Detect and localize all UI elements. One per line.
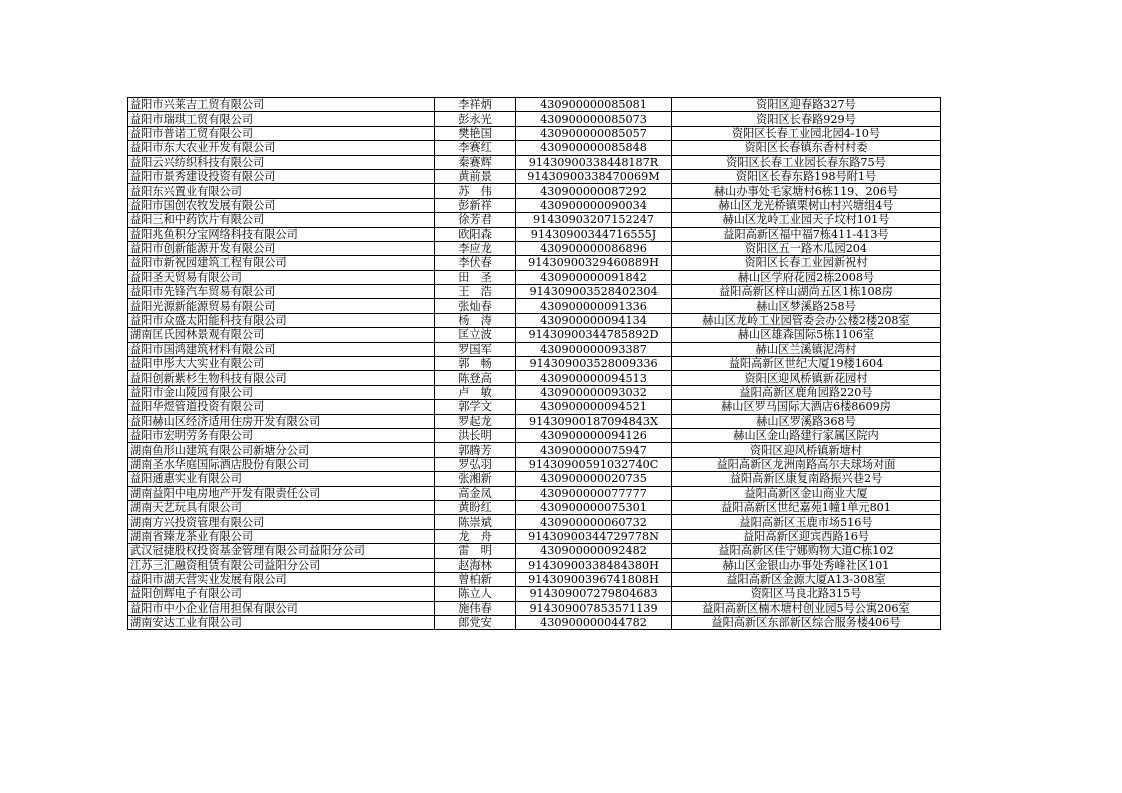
table-row bbox=[128, 500, 941, 514]
company-name-cell: 益阳通惠实业有限公司 bbox=[128, 472, 435, 486]
address-cell: 资阳区长春工业园长春东路75号 bbox=[672, 155, 941, 169]
registration-number-cell: 91430900338470069M bbox=[516, 169, 672, 183]
address-cell: 益阳高新区玉鹿市场516号 bbox=[672, 515, 941, 529]
address-cell: 赫山区兰溪镇泥湾村 bbox=[672, 342, 941, 356]
legal-rep-cell: 洪长明 bbox=[435, 428, 516, 442]
registration-number-cell: 430900000094521 bbox=[516, 400, 672, 414]
registration-number-cell: 91430900338448187R bbox=[516, 155, 672, 169]
company-name-cell: 益阳三和中药饮片有限公司 bbox=[128, 213, 435, 227]
table-row bbox=[128, 112, 941, 126]
company-name-cell: 湖南鱼形山建筑有限公司新塘分公司 bbox=[128, 443, 435, 457]
address-cell: 益阳高新区楠木塘村创业园5号公寓206室 bbox=[672, 601, 941, 615]
table-row bbox=[128, 544, 941, 558]
legal-rep-cell: 欧阳森 bbox=[435, 227, 516, 241]
address-cell: 赫山区金山路建行家属区院内 bbox=[672, 428, 941, 442]
address-cell: 益阳高新区东部新区综合服务楼406号 bbox=[672, 616, 941, 630]
table-row bbox=[128, 443, 941, 457]
company-name-cell: 湖南益阳中电房地产开发有限责任公司 bbox=[128, 486, 435, 500]
table-row bbox=[128, 270, 941, 284]
table-row bbox=[128, 198, 941, 212]
legal-rep-cell: 樊艳国 bbox=[435, 126, 516, 140]
company-name-cell: 益阳市湖天营实业发展有限公司 bbox=[128, 572, 435, 586]
company-name-cell: 益阳市宏明劳务有限公司 bbox=[128, 428, 435, 442]
registration-number-cell: 430900000094126 bbox=[516, 428, 672, 442]
registration-number-cell: 91430900338484380H bbox=[516, 558, 672, 572]
table-row bbox=[128, 155, 941, 169]
legal-rep-cell: 匡立波 bbox=[435, 328, 516, 342]
registration-number-cell: 430900000093032 bbox=[516, 385, 672, 399]
legal-rep-cell: 李伏春 bbox=[435, 256, 516, 270]
company-name-cell: 益阳申彤大大实业有限公司 bbox=[128, 357, 435, 371]
company-name-cell: 益阳市国鸿建筑材料有限公司 bbox=[128, 342, 435, 356]
address-cell: 赫山区梦溪路258号 bbox=[672, 299, 941, 313]
table-row bbox=[128, 342, 941, 356]
legal-rep-cell: 赵海林 bbox=[435, 558, 516, 572]
registration-number-cell: 430900000075947 bbox=[516, 443, 672, 457]
address-cell: 赫山区雄森国际5栋1106室 bbox=[672, 328, 941, 342]
company-name-cell: 益阳赫山区经济适用住房开发有限公司 bbox=[128, 414, 435, 428]
table-row bbox=[128, 515, 941, 529]
company-name-cell: 益阳圣天贸易有限公司 bbox=[128, 270, 435, 284]
table-row bbox=[128, 241, 941, 255]
legal-rep-cell: 李赛红 bbox=[435, 141, 516, 155]
table-row bbox=[128, 328, 941, 342]
legal-rep-cell: 郭腾芳 bbox=[435, 443, 516, 457]
address-cell: 益阳高新区世纪大厦19楼1604 bbox=[672, 357, 941, 371]
registration-number-cell: 91430900344729778N bbox=[516, 529, 672, 543]
registry-table-body bbox=[128, 98, 941, 630]
table-row bbox=[128, 385, 941, 399]
table-row bbox=[128, 457, 941, 471]
address-cell: 资阳区五一路木瓜园204 bbox=[672, 241, 941, 255]
legal-rep-cell: 陈立人 bbox=[435, 587, 516, 601]
table-row bbox=[128, 400, 941, 414]
registration-number-cell: 430900000091842 bbox=[516, 270, 672, 284]
registration-number-cell: 430900000092482 bbox=[516, 544, 672, 558]
registration-number-cell: 91430900591032740C bbox=[516, 457, 672, 471]
table-row bbox=[128, 213, 941, 227]
address-cell: 资阳区长春镇东香村村委 bbox=[672, 141, 941, 155]
registration-number-cell: 91430900344716555J bbox=[516, 227, 672, 241]
address-cell: 资阳区长春工业园北园4-10号 bbox=[672, 126, 941, 140]
address-cell: 益阳高新区金源大厦A13-308室 bbox=[672, 572, 941, 586]
company-name-cell: 益阳东兴置业有限公司 bbox=[128, 184, 435, 198]
company-name-cell: 湖南匡氏园林景观有限公司 bbox=[128, 328, 435, 342]
company-name-cell: 湖南安达工业有限公司 bbox=[128, 616, 435, 630]
address-cell: 赫山办事处毛家塘村6栋119、206号 bbox=[672, 184, 941, 198]
registration-number-cell: 430900000085081 bbox=[516, 98, 672, 112]
address-cell: 赫山区罗溪路368号 bbox=[672, 414, 941, 428]
table-row bbox=[128, 414, 941, 428]
company-name-cell: 湖南天艺玩具有限公司 bbox=[128, 500, 435, 514]
registration-number-cell: 430900000091336 bbox=[516, 299, 672, 313]
legal-rep-cell: 罗弘羽 bbox=[435, 457, 516, 471]
registration-number-cell: 430900000077777 bbox=[516, 486, 672, 500]
registration-number-cell: 914309007279804683 bbox=[516, 587, 672, 601]
company-name-cell: 益阳市普诺工贸有限公司 bbox=[128, 126, 435, 140]
legal-rep-cell: 徐芳君 bbox=[435, 213, 516, 227]
table-row bbox=[128, 184, 941, 198]
address-cell: 益阳高新区佳宁娜购物大道C栋102 bbox=[672, 544, 941, 558]
table-row bbox=[128, 601, 941, 615]
legal-rep-cell: 雷 明 bbox=[435, 544, 516, 558]
legal-rep-cell: 罗起龙 bbox=[435, 414, 516, 428]
registration-number-cell: 430900000086896 bbox=[516, 241, 672, 255]
company-name-cell: 益阳光源新能源贸易有限公司 bbox=[128, 299, 435, 313]
legal-rep-cell: 郭 畅 bbox=[435, 357, 516, 371]
table-row bbox=[128, 285, 941, 299]
registration-number-cell: 430900000094513 bbox=[516, 371, 672, 385]
address-cell: 赫山区龙岭工业园管委会办公楼2楼208室 bbox=[672, 313, 941, 327]
legal-rep-cell: 杨 涛 bbox=[435, 313, 516, 327]
table-row bbox=[128, 572, 941, 586]
address-cell: 益阳高新区世纪嘉苑1幢1单元801 bbox=[672, 500, 941, 514]
registration-number-cell: 430900000060732 bbox=[516, 515, 672, 529]
registration-number-cell: 914309003528009336 bbox=[516, 357, 672, 371]
legal-rep-cell: 张灿春 bbox=[435, 299, 516, 313]
legal-rep-cell: 李祥炳 bbox=[435, 98, 516, 112]
table-row bbox=[128, 313, 941, 327]
address-cell: 资阳区马良北路315号 bbox=[672, 587, 941, 601]
legal-rep-cell: 秦赛辉 bbox=[435, 155, 516, 169]
registration-number-cell: 430900000044782 bbox=[516, 616, 672, 630]
legal-rep-cell: 陈登高 bbox=[435, 371, 516, 385]
address-cell: 益阳高新区康复南路振兴巷2号 bbox=[672, 472, 941, 486]
company-name-cell: 武汉冠捷股权投资基金管理有限公司益阳分公司 bbox=[128, 544, 435, 558]
table-row bbox=[128, 371, 941, 385]
address-cell: 益阳高新区龙洲南路高尔夫球场对面 bbox=[672, 457, 941, 471]
address-cell: 益阳高新区鹿角园路220号 bbox=[672, 385, 941, 399]
address-cell: 资阳区迎风桥镇新塘村 bbox=[672, 443, 941, 457]
table-row bbox=[128, 126, 941, 140]
company-name-cell: 湖南圣水华庭国际酒店股份有限公司 bbox=[128, 457, 435, 471]
company-name-cell: 湖南省臻龙茶业有限公司 bbox=[128, 529, 435, 543]
registration-number-cell: 430900000093387 bbox=[516, 342, 672, 356]
company-name-cell: 益阳市兴莱吉工贸有限公司 bbox=[128, 98, 435, 112]
address-cell: 益阳高新区金山商业大厦 bbox=[672, 486, 941, 500]
company-name-cell: 益阳市国创农牧发展有限公司 bbox=[128, 198, 435, 212]
registration-number-cell: 430900000020735 bbox=[516, 472, 672, 486]
legal-rep-cell: 陈崇斌 bbox=[435, 515, 516, 529]
registration-number-cell: 430900000087292 bbox=[516, 184, 672, 198]
legal-rep-cell: 苏 伟 bbox=[435, 184, 516, 198]
table-row bbox=[128, 141, 941, 155]
registration-number-cell: 430900000075301 bbox=[516, 500, 672, 514]
company-name-cell: 益阳创新紫杉生物科技有限公司 bbox=[128, 371, 435, 385]
company-name-cell: 益阳创辉电子有限公司 bbox=[128, 587, 435, 601]
legal-rep-cell: 施伟春 bbox=[435, 601, 516, 615]
address-cell: 益阳高新区迎宾西路16号 bbox=[672, 529, 941, 543]
table-row bbox=[128, 357, 941, 371]
registration-number-cell: 91430900344785892D bbox=[516, 328, 672, 342]
address-cell: 赫山区龙岭工业园天子坟村101号 bbox=[672, 213, 941, 227]
address-cell: 赫山区罗马国际大酒店6楼8609房 bbox=[672, 400, 941, 414]
registration-number-cell: 430900000094134 bbox=[516, 313, 672, 327]
address-cell: 资阳区迎风桥镇新花园村 bbox=[672, 371, 941, 385]
registration-number-cell: 430900000090034 bbox=[516, 198, 672, 212]
legal-rep-cell: 黄盼红 bbox=[435, 500, 516, 514]
legal-rep-cell: 王 浩 bbox=[435, 285, 516, 299]
address-cell: 资阳区长春工业园新祝村 bbox=[672, 256, 941, 270]
company-name-cell: 益阳市瑞琪工贸有限公司 bbox=[128, 112, 435, 126]
table-row bbox=[128, 486, 941, 500]
company-name-cell: 益阳云兴纺织科技有限公司 bbox=[128, 155, 435, 169]
registry-table bbox=[127, 97, 941, 630]
registration-number-cell: 91430900396741808H bbox=[516, 572, 672, 586]
registration-number-cell: 914309003528402304 bbox=[516, 285, 672, 299]
registration-number-cell: 430900000085848 bbox=[516, 141, 672, 155]
legal-rep-cell: 张湘新 bbox=[435, 472, 516, 486]
legal-rep-cell: 罗国军 bbox=[435, 342, 516, 356]
company-name-cell: 益阳市创新能源开发有限公司 bbox=[128, 241, 435, 255]
address-cell: 资阳区长春路929号 bbox=[672, 112, 941, 126]
table-row bbox=[128, 472, 941, 486]
address-cell: 资阳区迎春路327号 bbox=[672, 98, 941, 112]
address-cell: 益阳高新区梓山湖尚五区1栋108房 bbox=[672, 285, 941, 299]
legal-rep-cell: 郭学文 bbox=[435, 400, 516, 414]
address-cell: 赫山区金银山办事处秀峰社区101 bbox=[672, 558, 941, 572]
registration-number-cell: 91430903207152247 bbox=[516, 213, 672, 227]
company-name-cell: 益阳市先锋汽车贸易有限公司 bbox=[128, 285, 435, 299]
table-row bbox=[128, 616, 941, 630]
registration-number-cell: 430900000085057 bbox=[516, 126, 672, 140]
table-row bbox=[128, 256, 941, 270]
company-name-cell: 益阳兆鱼积分宝网络科技有限公司 bbox=[128, 227, 435, 241]
legal-rep-cell: 高金凤 bbox=[435, 486, 516, 500]
company-name-cell: 益阳市东大农业开发有限公司 bbox=[128, 141, 435, 155]
legal-rep-cell: 郎党安 bbox=[435, 616, 516, 630]
company-name-cell: 益阳市众盛太阳能科技有限公司 bbox=[128, 313, 435, 327]
company-name-cell: 益阳华煜管道投资有限公司 bbox=[128, 400, 435, 414]
table-row bbox=[128, 587, 941, 601]
company-name-cell: 益阳市金山陵园有限公司 bbox=[128, 385, 435, 399]
address-cell: 益阳高新区福中福7栋411-413号 bbox=[672, 227, 941, 241]
table-row bbox=[128, 299, 941, 313]
legal-rep-cell: 卢 敏 bbox=[435, 385, 516, 399]
address-cell: 资阳区长春东路198号附1号 bbox=[672, 169, 941, 183]
registration-number-cell: 914309007853571139 bbox=[516, 601, 672, 615]
company-name-cell: 益阳市新祝园建筑工程有限公司 bbox=[128, 256, 435, 270]
legal-rep-cell: 田 圣 bbox=[435, 270, 516, 284]
address-cell: 赫山区学府花园2栋2008号 bbox=[672, 270, 941, 284]
registration-number-cell: 91430900187094843X bbox=[516, 414, 672, 428]
table-row bbox=[128, 227, 941, 241]
registration-number-cell: 430900000085073 bbox=[516, 112, 672, 126]
company-name-cell: 益阳市景秀建设投资有限公司 bbox=[128, 169, 435, 183]
legal-rep-cell: 李应龙 bbox=[435, 241, 516, 255]
table-row bbox=[128, 558, 941, 572]
table-row bbox=[128, 169, 941, 183]
company-name-cell: 江苏三汇融资租赁有限公司益阳分公司 bbox=[128, 558, 435, 572]
address-cell: 赫山区龙光桥镇栗树山村兴塘组4号 bbox=[672, 198, 941, 212]
legal-rep-cell: 彭新祥 bbox=[435, 198, 516, 212]
legal-rep-cell: 黄前景 bbox=[435, 169, 516, 183]
registration-number-cell: 91430900329460889H bbox=[516, 256, 672, 270]
legal-rep-cell: 龙 舟 bbox=[435, 529, 516, 543]
table-row bbox=[128, 529, 941, 543]
company-name-cell: 湖南方兴投资管理有限公司 bbox=[128, 515, 435, 529]
legal-rep-cell: 彭永光 bbox=[435, 112, 516, 126]
table-row bbox=[128, 98, 941, 112]
table-row bbox=[128, 428, 941, 442]
company-name-cell: 益阳市中小企业信用担保有限公司 bbox=[128, 601, 435, 615]
legal-rep-cell: 曾柏新 bbox=[435, 572, 516, 586]
